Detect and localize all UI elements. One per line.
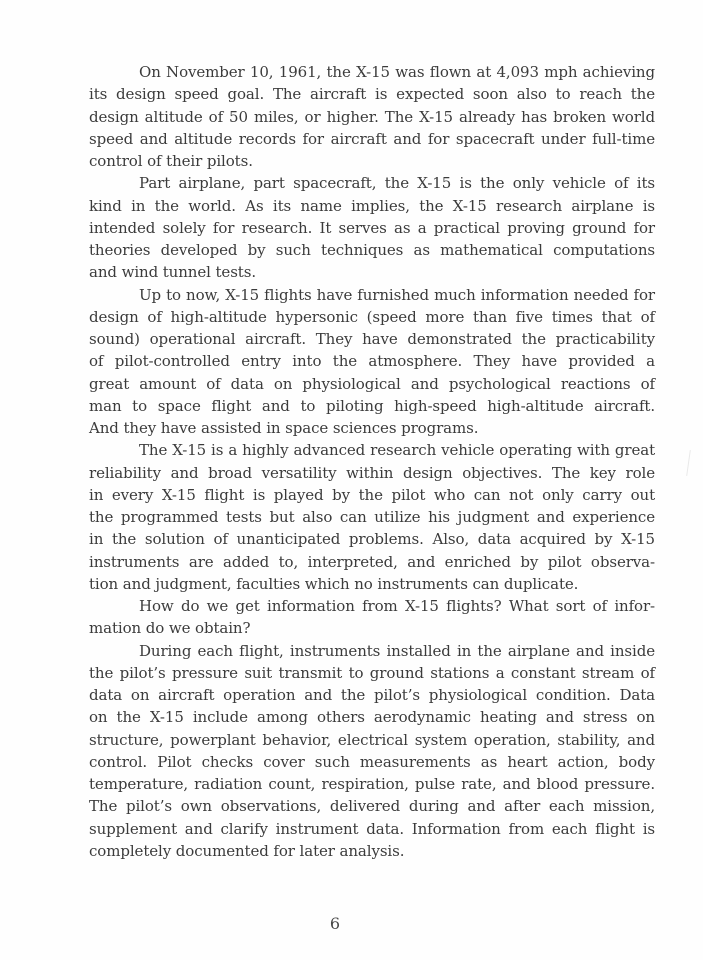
- text-line: sound) operational aircraft. They have demonstrated the practicability: [89, 330, 655, 348]
- text-line: control. Pilot checks cover such measurements as heart action, body: [89, 752, 655, 771]
- text-line: of pilot-controlled entry into the atmosphere. They have provided a: [89, 352, 655, 371]
- text-line: temperature, radiation count, respiration, pulse rate, and blood pressure.: [89, 775, 655, 793]
- paragraph: [89, 439, 655, 595]
- text-line: structure, powerplant behavior, electrical system operation, stability, and: [89, 730, 655, 749]
- text-line: theories developed by such techniques as mathematical computations: [89, 241, 655, 259]
- text-line: intended solely for research. It serves as a practical proving ground for: [89, 218, 655, 237]
- text-line: On November 10, 1961, the X-15 was flown at 4,093 mph achieving: [139, 63, 655, 81]
- text-line: its design speed goal. The aircraft is expected soon also to reach the: [89, 85, 655, 104]
- text-line: mation do we obtain?: [89, 619, 251, 638]
- text-line: on the X-15 include among others aerodynamic heating and stress on: [89, 708, 655, 727]
- text-line: The X-15 is a highly advanced research vehicle operating with great: [139, 441, 655, 460]
- text-line: data on aircraft operation and the pilot’s physiological condition. Data: [89, 686, 655, 704]
- text-line: speed and altitude records for aircraft and for spacecraft under full-time: [89, 129, 655, 148]
- text-line: the programmed tests but also can utilize his judgment and experience: [89, 508, 655, 526]
- text-line: design of high-altitude hypersonic (speed more than five times that of: [89, 307, 655, 326]
- text-line: man to space flight and to piloting high-speed high-altitude aircraft.: [89, 396, 655, 415]
- scan-artifact: [686, 450, 691, 476]
- paragraph: [89, 284, 655, 440]
- text-line: Up to now, X-15 flights have furnished much information needed for: [139, 285, 655, 304]
- text-line: Part airplane, part spacecraft, the X-15 is the only vehicle of its: [139, 174, 655, 193]
- text-line: instruments are added to, interpreted, and enriched by pilot observa-: [89, 552, 655, 571]
- text-line: control of their pilots.: [89, 152, 253, 170]
- text-line: in the solution of unanticipated problems. Also, data acquired by X-15: [89, 530, 655, 549]
- text-line: design altitude of 50 miles, or higher. The X-15 already has broken world: [89, 107, 655, 126]
- text-line: completely documented for later analysis.: [89, 841, 405, 860]
- paragraph: [89, 61, 655, 172]
- text-line: How do we get information from X-15 flights? What sort of infor-: [139, 597, 655, 615]
- text-line: the pilot’s pressure suit transmit to ground stations a constant stream of: [89, 663, 655, 682]
- text-line: tion and judgment, faculties which no instruments can duplicate.: [89, 574, 579, 593]
- text-line: great amount of data on physiological and psychological reactions of: [89, 374, 655, 393]
- paragraph: [89, 172, 655, 283]
- text-line: The pilot’s own observations, delivered during and after each mission,: [89, 797, 655, 816]
- body-text: [89, 61, 655, 862]
- text-line: supplement and clarify instrument data. Information from each flight is: [89, 819, 655, 838]
- text-line: reliability and broad versatility within design objectives. The key role: [89, 463, 655, 482]
- text-line: And they have assisted in space sciences programs.: [89, 419, 479, 437]
- page-number: 6: [329, 914, 341, 933]
- paragraph: [89, 640, 655, 863]
- text-line: in every X-15 flight is played by the pilot who can not only carry out: [89, 485, 655, 504]
- text-line: and wind tunnel tests.: [89, 263, 256, 282]
- paragraph: [89, 595, 655, 640]
- text-line: kind in the world. As its name implies, the X-15 research airplane is: [89, 196, 655, 215]
- text-line: During each flight, instruments installed in the airplane and inside: [139, 641, 655, 660]
